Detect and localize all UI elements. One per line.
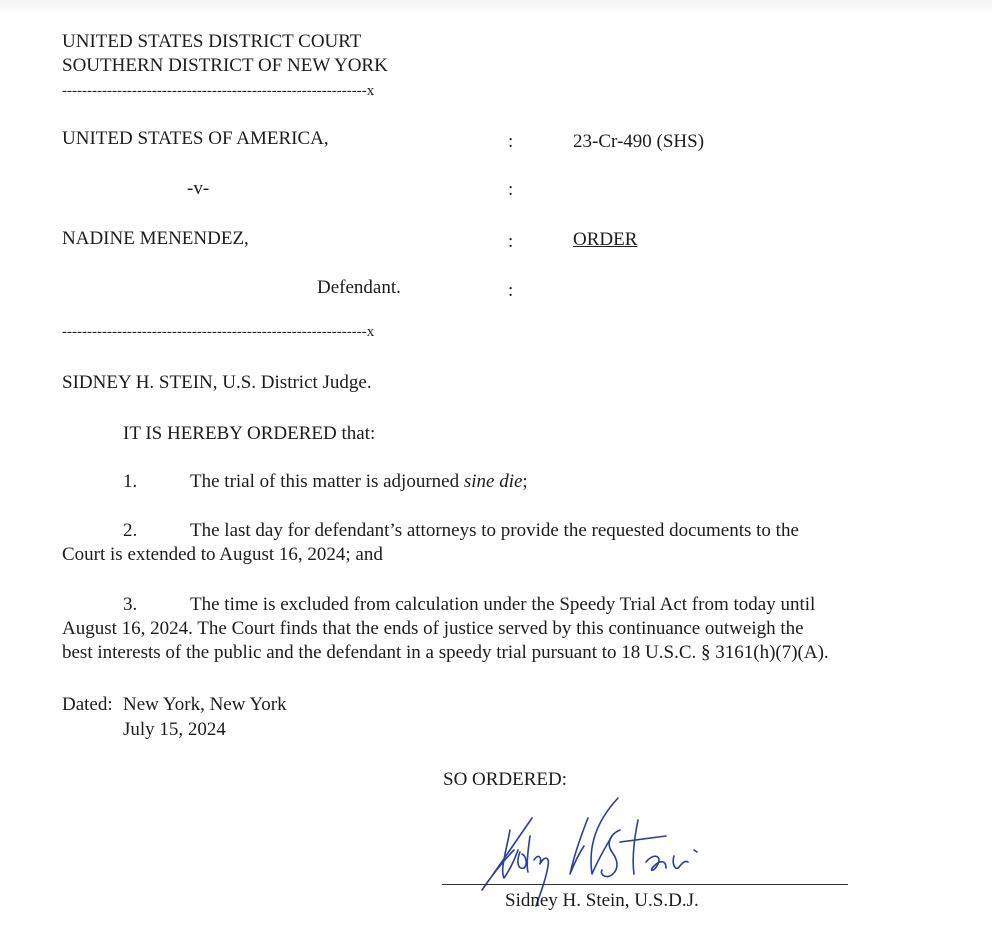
item-text: The last day for defendant’s attorneys to provide the requested documents to the: [190, 520, 799, 541]
order-item-3-line2: August 16, 2024. The Court finds that the ends of justice served by this continuance outweigh the: [62, 618, 804, 639]
item-number: 2.: [123, 520, 138, 541]
order-item-3-line3: best interests of the public and the defendant in a speedy trial pursuant to 18 U.S.C. § 3161(h)(7)(A).: [62, 642, 829, 663]
item-text: The time is excluded from calculation under the Speedy Trial Act from today until: [190, 594, 816, 615]
order-item-1: [123, 471, 528, 493]
defendant-label: Defendant.: [317, 277, 401, 298]
defendant-name: NADINE MENENDEZ,: [62, 228, 249, 249]
signer-name: Sidney H. Stein, U.S.D.J.: [505, 890, 699, 911]
caption-bottom-rule: -------------------------------------------------------------x: [62, 324, 375, 340]
signature-line: [442, 884, 848, 885]
caption-colon-1: :: [508, 131, 514, 152]
plaintiff-name: UNITED STATES OF AMERICA,: [62, 128, 329, 149]
item-number: 3.: [123, 594, 138, 615]
caption-top-rule: -------------------------------------------------------------x: [62, 83, 375, 99]
judge-line: SIDNEY H. STEIN, U.S. District Judge.: [62, 372, 372, 393]
so-ordered-label: SO ORDERED:: [443, 769, 568, 790]
dated-date: July 15, 2024: [123, 719, 226, 740]
order-item-2-line1: [123, 520, 799, 542]
item-italic-text: sine die: [463, 471, 523, 492]
order-intro: IT IS HEREBY ORDERED that:: [123, 423, 376, 444]
court-name-line1: UNITED STATES DISTRICT COURT: [62, 31, 362, 52]
dated-label: Dated:: [62, 694, 113, 715]
item-text-tail: ;: [522, 471, 528, 492]
order-item-3-line1: [123, 594, 815, 616]
case-number: 23-Cr-490 (SHS): [573, 131, 705, 152]
item-number: 1.: [123, 471, 138, 492]
item-text: The trial of this matter is adjourned: [190, 471, 464, 492]
caption-colon-2: :: [508, 179, 514, 200]
document-title: ORDER: [573, 229, 638, 250]
caption-colon-3: :: [508, 231, 514, 252]
court-name-line2: SOUTHERN DISTRICT OF NEW YORK: [62, 55, 388, 76]
caption-colon-4: :: [508, 280, 514, 301]
dated-place: New York, New York: [123, 694, 287, 715]
versus: -v-: [187, 178, 210, 199]
order-item-2-line2: Court is extended to August 16, 2024; and: [62, 544, 383, 565]
